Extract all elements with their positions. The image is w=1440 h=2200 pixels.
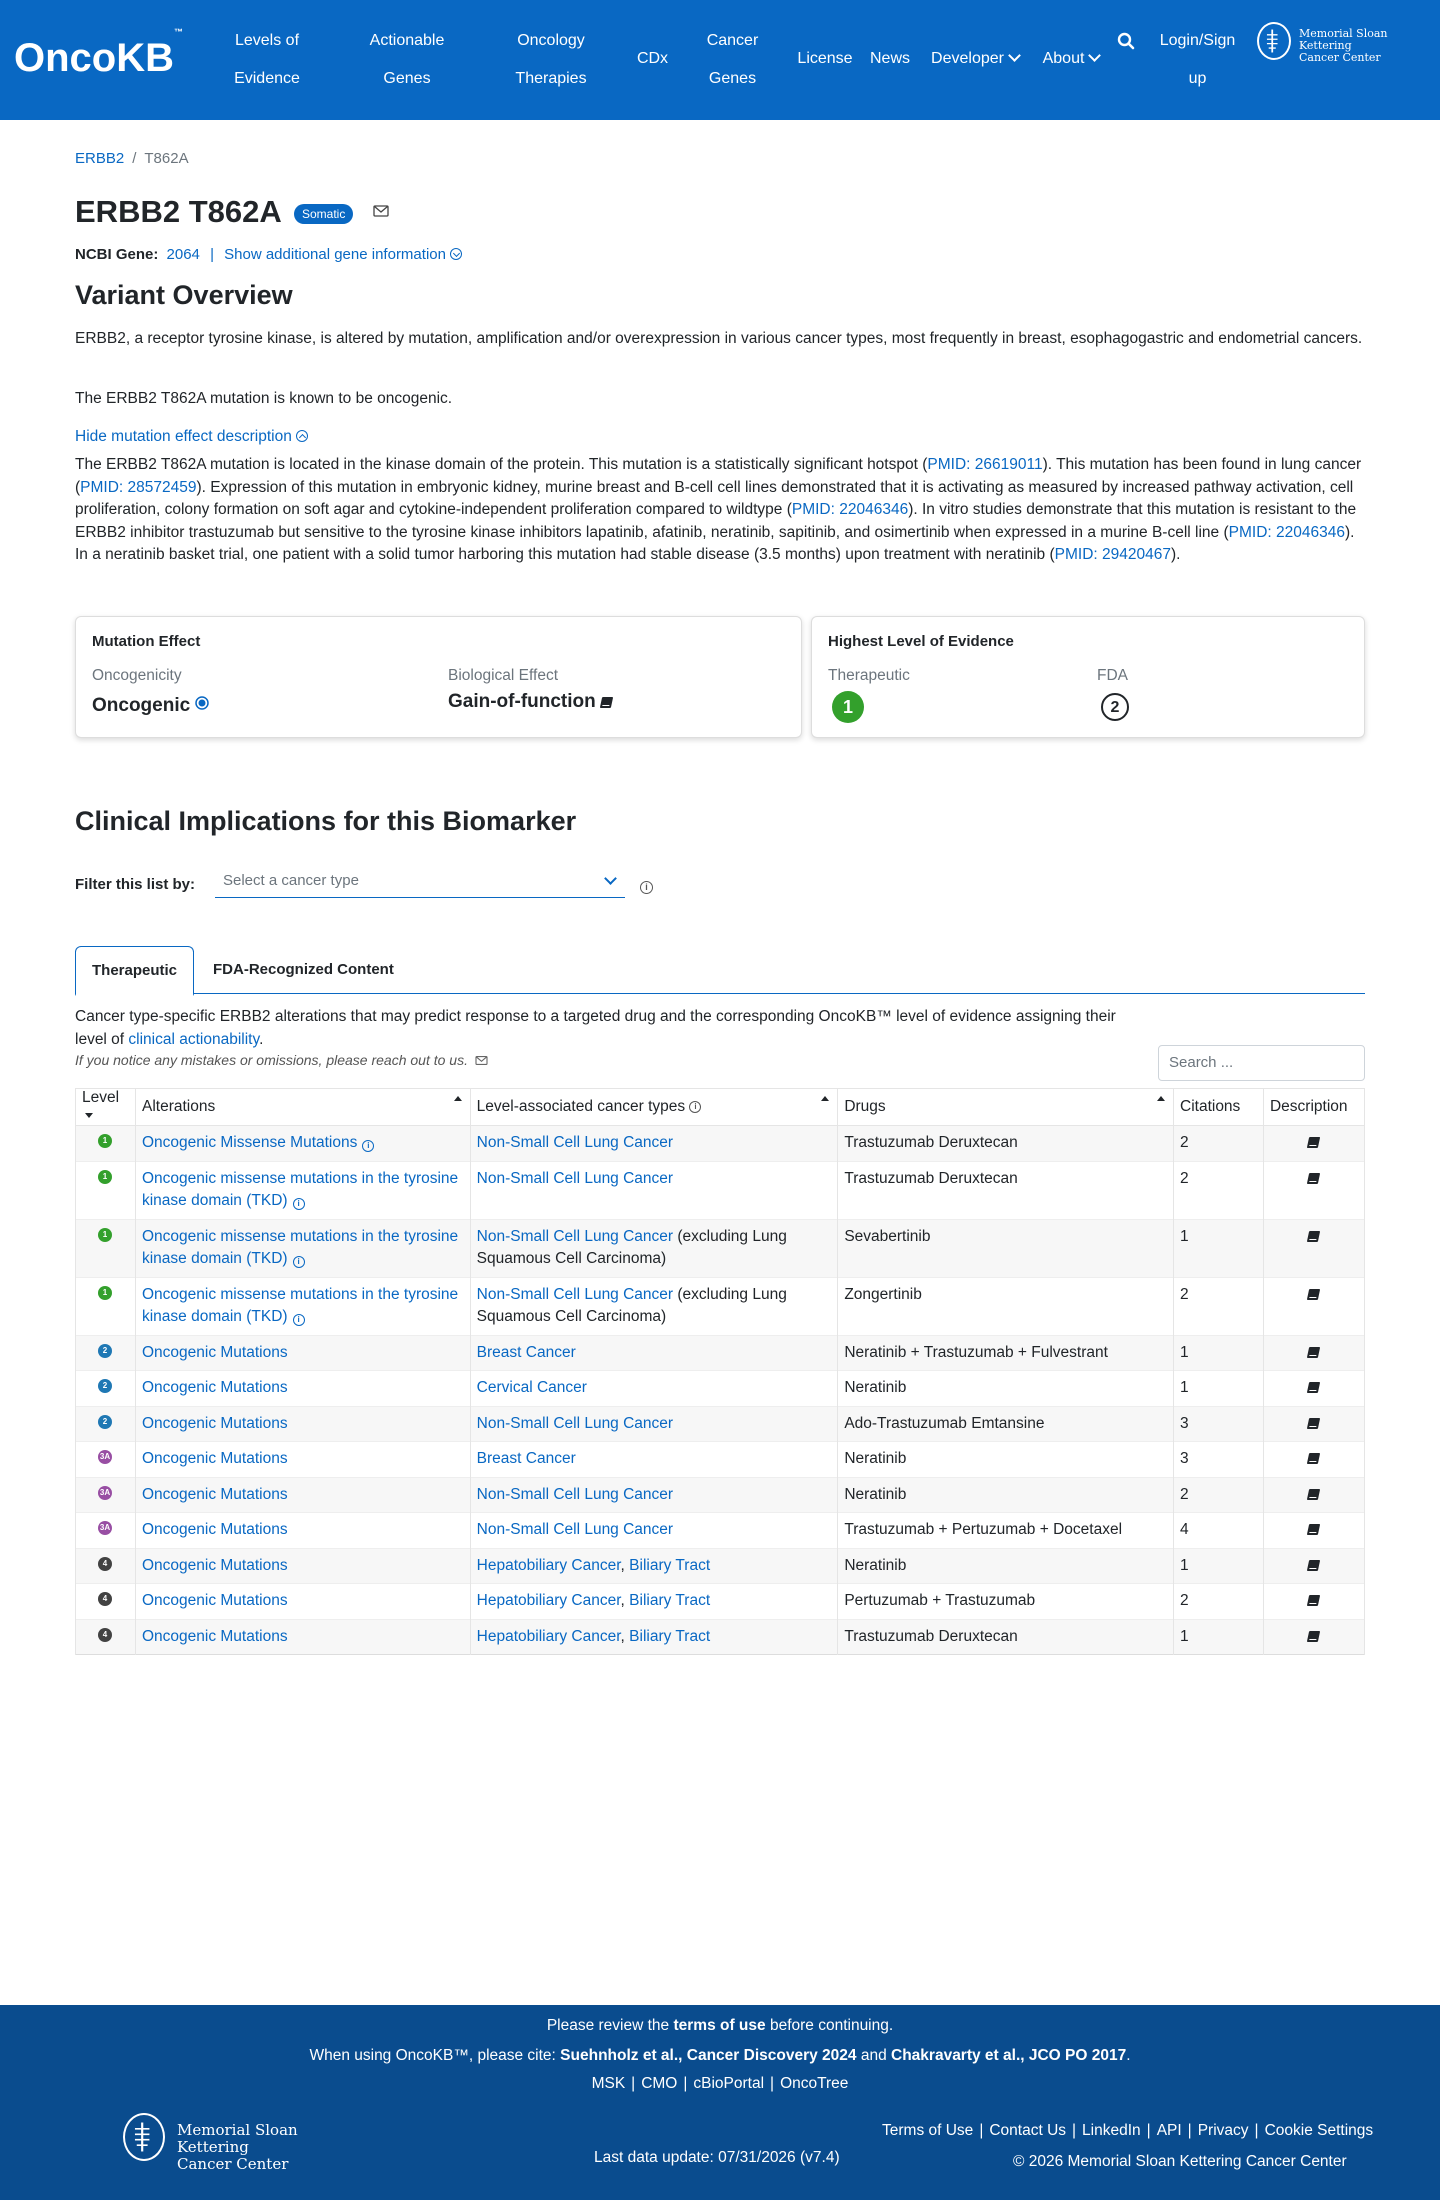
cancer-type-cell — [470, 1219, 838, 1277]
last-data-update: Last data update: 07/31/2026 (v7.4) — [594, 2149, 840, 2166]
book-icon[interactable] — [1307, 1347, 1320, 1358]
therapeutic-level-badge[interactable]: 1 — [832, 691, 864, 723]
alteration-link[interactable]: Oncogenic Mutations — [141, 1556, 288, 1574]
cancer-type-select[interactable]: Select a cancer type — [215, 864, 625, 898]
cancer-type-cell — [470, 1442, 838, 1478]
level-badge[interactable]: 4 — [98, 1592, 112, 1606]
nav-cancer-genes[interactable]: Cancer Genes — [706, 32, 759, 87]
table-row — [76, 1406, 1365, 1442]
level-cell — [76, 1619, 136, 1655]
cancer-type-link[interactable]: Cervical Cancer — [476, 1379, 587, 1396]
alteration-cell — [135, 1477, 470, 1513]
info-icon[interactable]: i — [293, 1314, 305, 1326]
column-header-citations[interactable]: Citations — [1174, 1089, 1264, 1126]
clinical-implications-heading: Clinical Implications for this Biomarker — [75, 806, 577, 836]
somatic-badge: Somatic — [294, 204, 353, 224]
cancer-type-link[interactable]: Breast Cancer — [476, 1343, 576, 1361]
mutation-effect-description: The ERBB2 T862A mutation is located in the kinase domain of the protein. This mutation is a statistically significant hotspot (PMID: 26619011). This mutation has been found in lung cancer (PMID: 28572459). Expression of this mutation in embryonic kidney, murine breast and B-cell cell lines demonstrated that it is activating as measured by increased pathway activation, cell proliferation, colony formation on soft agar and cytokine-independent proliferation compared to wildtype (PMID: 22046346). In vitro studies demonstrate that this mutation is resistant to the ERBB2 inhibitor trastuzumab but sensitive to the tyrosine kinase inhibitors lapatinib, afatinib, neratinib, sapitinib, and osimertinib when expressed in a murine B-cell line (PMID: 22046346). In a neratinib basket trial, one patient with a solid tumor harboring this mutation had stable disease (3.5 months) upon treatment with neratinib (PMID: 29420467). — [75, 456, 1362, 563]
cancer-type-cell: Hepatobiliary Cancer, Biliary Tract — [470, 1548, 838, 1584]
highest-level-heading: Highest Level of Evidence — [828, 633, 1014, 650]
level-cell — [76, 1371, 136, 1407]
book-icon[interactable] — [1307, 1231, 1320, 1242]
footer-link-cbioportal[interactable]: cBioPortal — [693, 2075, 765, 2092]
level-badge[interactable]: 4 — [98, 1628, 112, 1642]
citations-cell[interactable]: 2 — [1174, 1161, 1264, 1219]
drugs-cell: Neratinib — [838, 1548, 1174, 1584]
cancer-type-link[interactable]: Non-Small Cell Lung Cancer — [476, 1285, 674, 1303]
table-row — [76, 1335, 1365, 1371]
description-cell — [1263, 1219, 1364, 1277]
alteration-link[interactable]: Oncogenic missense mutations in the tyrosine kinase domain (TKD) — [141, 1169, 459, 1209]
cancer-type-link[interactable]: Biliary Tract — [629, 1592, 711, 1609]
cancer-type-qualifier: (excluding Lung Squamous Cell Carcinoma) — [476, 1227, 787, 1267]
cancer-type-cell — [470, 1161, 838, 1219]
cancer-type-link[interactable]: Non-Small Cell Lung Cancer — [476, 1414, 674, 1432]
description-cell — [1263, 1584, 1364, 1620]
table-row — [76, 1161, 1365, 1219]
citations-cell[interactable]: 3 — [1174, 1406, 1264, 1442]
cancer-type-link[interactable]: Biliary Tract — [629, 1556, 711, 1574]
clinical-actionability-link[interactable]: clinical actionability — [128, 1030, 260, 1048]
book-icon[interactable] — [1307, 1289, 1320, 1300]
cancer-type-cell: Hepatobiliary Cancer, Biliary Tract — [470, 1619, 838, 1655]
table-body — [76, 1126, 1365, 1655]
description-cell — [1263, 1477, 1364, 1513]
alteration-cell — [135, 1406, 470, 1442]
table-row — [76, 1619, 1365, 1655]
fda-label: FDA — [1097, 667, 1128, 684]
level-badge[interactable]: 2 — [98, 1344, 112, 1358]
cancer-type-link[interactable]: Biliary Tract — [629, 1627, 711, 1645]
footer-link-contact[interactable]: Contact Us — [989, 2122, 1067, 2139]
column-header-alterations[interactable]: Alterations — [135, 1089, 470, 1126]
biological-effect-value: Gain-of-function — [448, 691, 612, 713]
cancer-type-cell: Hepatobiliary Cancer, Biliary Tract — [470, 1584, 838, 1620]
alteration-link[interactable]: Oncogenic Mutations — [141, 1414, 288, 1432]
book-icon[interactable] — [600, 697, 613, 708]
pmid-link[interactable]: PMID: 22046346 — [791, 501, 909, 518]
pmid-link[interactable]: PMID: 29420467 — [1054, 546, 1171, 563]
level-cell — [76, 1335, 136, 1371]
table-row — [76, 1219, 1365, 1277]
cancer-type-link[interactable]: Breast Cancer — [476, 1450, 576, 1467]
footer-link-cmo[interactable]: CMO — [641, 2075, 678, 2092]
description-cell — [1263, 1161, 1364, 1219]
cancer-type-link[interactable]: Non-Small Cell Lung Cancer — [476, 1227, 674, 1245]
cancer-type-link[interactable]: Non-Small Cell Lung Cancer — [476, 1485, 674, 1503]
page-title: ERBB2 T862A — [75, 194, 282, 229]
table-row — [76, 1584, 1365, 1620]
citation-link[interactable]: Chakravarty et al., JCO PO 2017 — [891, 2047, 1127, 2064]
ncbi-gene-line — [75, 246, 462, 263]
alteration-link[interactable]: Oncogenic Mutations — [141, 1627, 288, 1645]
ncbi-gene-label: NCBI Gene: — [75, 246, 159, 263]
alteration-cell — [135, 1371, 470, 1407]
column-header-description: Description — [1263, 1089, 1364, 1126]
table-row — [76, 1442, 1365, 1478]
level-cell — [76, 1584, 136, 1620]
level-cell — [76, 1477, 136, 1513]
book-icon[interactable] — [1307, 1489, 1320, 1500]
column-header-level[interactable]: Level — [76, 1089, 136, 1126]
pmid-link[interactable]: PMID: 22046346 — [1228, 523, 1345, 541]
chevron-down-icon — [604, 872, 617, 885]
cancer-type-cell — [470, 1477, 838, 1513]
nav-login-signup[interactable]: Login/Sign up — [1159, 32, 1236, 87]
level-badge[interactable]: 1 — [98, 1170, 112, 1184]
level-badge[interactable]: 3A — [98, 1450, 112, 1464]
cancer-type-cell — [470, 1406, 838, 1442]
cancer-type-cell — [470, 1126, 838, 1162]
fda-level-badge[interactable]: 2 — [1101, 693, 1129, 721]
tab-fda-recognized-content[interactable]: FDA-Recognized Content — [213, 961, 394, 978]
oncogenicity-label: Oncogenicity — [92, 667, 182, 684]
citations-cell[interactable]: 1 — [1174, 1619, 1264, 1655]
drugs-cell: Trastuzumab Deruxtecan — [838, 1161, 1174, 1219]
alteration-cell — [135, 1619, 470, 1655]
nav-developer-dropdown[interactable]: Developer — [926, 40, 1024, 78]
citations-cell[interactable]: 3 — [1174, 1442, 1264, 1478]
mail-icon[interactable] — [475, 1055, 488, 1066]
cancer-type-link[interactable]: Non-Small Cell Lung Cancer — [476, 1134, 674, 1151]
alteration-cell — [135, 1442, 470, 1478]
citations-cell[interactable]: 2 — [1174, 1584, 1264, 1620]
drugs-cell: Sevabertinib — [838, 1219, 1174, 1277]
description-cell — [1263, 1406, 1364, 1442]
description-cell — [1263, 1371, 1364, 1407]
footer-terms-line: Please review the terms of use before continuing. — [546, 2017, 894, 2034]
toggle-mutation-description[interactable]: Hide mutation effect description — [75, 426, 1365, 449]
mail-icon[interactable] — [373, 204, 389, 218]
info-icon[interactable]: i — [293, 1256, 305, 1268]
chevron-up-circle-icon — [296, 430, 308, 442]
terms-of-use-link[interactable]: terms of use — [673, 2017, 766, 2034]
alteration-link[interactable]: Oncogenic Mutations — [141, 1521, 288, 1538]
alteration-link[interactable]: Oncogenic Mutations — [141, 1592, 288, 1609]
citations-cell[interactable]: 1 — [1174, 1371, 1264, 1407]
description-cell — [1263, 1126, 1364, 1162]
show-gene-info-link[interactable]: Show additional gene information — [224, 246, 462, 263]
nav-oncology-therapies[interactable]: Oncology Therapies — [515, 32, 587, 87]
cancer-type-link[interactable]: Hepatobiliary Cancer — [476, 1592, 621, 1609]
footer-msk-logo[interactable]: Memorial Sloan Kettering Cancer Center — [123, 2113, 373, 2163]
nav-actionable-genes[interactable]: Actionable Genes — [369, 32, 445, 87]
oncogenicity-value: Oncogenic — [92, 695, 209, 717]
nav-cdx[interactable]: CDx — [636, 50, 669, 67]
citations-cell[interactable]: 1 — [1174, 1335, 1264, 1371]
table-row — [76, 1126, 1365, 1162]
gene-summary: ERBB2, a receptor tyrosine kinase, is altered by mutation, amplification and/or overexpression in various cancer types, most frequently in breast, esophagogastric and endometrial cancers. — [75, 330, 1363, 347]
cancer-type-cell — [470, 1277, 838, 1335]
description-cell — [1263, 1513, 1364, 1549]
level-cell — [76, 1277, 136, 1335]
cancer-type-link[interactable]: Non-Small Cell Lung Cancer — [476, 1169, 674, 1187]
drugs-cell: Neratinib — [838, 1477, 1174, 1513]
citations-cell[interactable]: 1 — [1174, 1548, 1264, 1584]
chevron-down-circle-icon — [450, 248, 462, 260]
footer-right-links: Terms of Use | Contact Us | LinkedIn | API | Privacy | Cookie Settings — [882, 2122, 1374, 2139]
book-icon[interactable] — [1307, 1524, 1320, 1535]
drugs-cell: Ado-Trastuzumab Emtansine — [838, 1406, 1174, 1442]
alteration-cell — [135, 1513, 470, 1549]
book-icon[interactable] — [1307, 1173, 1320, 1184]
alteration-link[interactable]: Oncogenic Mutations — [141, 1379, 288, 1396]
alteration-link[interactable]: Oncogenic Mutations — [141, 1485, 288, 1503]
footer-link-linkedin[interactable]: LinkedIn — [1082, 2122, 1141, 2139]
level-cell — [76, 1406, 136, 1442]
footer-cite-line: When using OncoKB™, please cite: Suehnholz et al., Cancer Discovery 2024 and Chakravarty et al., JCO PO 2017. — [309, 2047, 1131, 2064]
alteration-link[interactable]: Oncogenic missense mutations in the tyrosine kinase domain (TKD) — [141, 1285, 459, 1325]
nav-license[interactable]: License — [797, 50, 853, 67]
cancer-type-qualifier: (excluding Lung Squamous Cell Carcinoma) — [476, 1285, 787, 1325]
alteration-cell — [135, 1584, 470, 1620]
column-header-drugs[interactable]: Drugs — [838, 1089, 1174, 1126]
msk-logo[interactable]: Memorial Sloan Kettering Cancer Center — [1257, 22, 1432, 62]
info-icon[interactable]: i — [689, 1101, 701, 1113]
table-search-input[interactable]: Search ... — [1158, 1045, 1365, 1081]
table-row — [76, 1477, 1365, 1513]
ncbi-gene-id-link[interactable]: 2064 — [166, 246, 200, 263]
citations-cell[interactable]: 2 — [1174, 1126, 1264, 1162]
alteration-cell — [135, 1335, 470, 1371]
table-row — [76, 1548, 1365, 1584]
book-icon[interactable] — [1307, 1631, 1320, 1642]
citations-cell[interactable]: 4 — [1174, 1513, 1264, 1549]
pmid-link[interactable]: PMID: 28572459 — [80, 478, 197, 496]
therapeutic-label: Therapeutic — [828, 667, 910, 684]
cancer-type-link[interactable]: Non-Small Cell Lung Cancer — [476, 1521, 674, 1538]
info-icon[interactable]: i — [640, 881, 653, 894]
description-cell — [1263, 1335, 1364, 1371]
mutation-effect-card — [75, 616, 802, 738]
breadcrumb — [75, 150, 189, 167]
oncokb-logo[interactable]: OncoKB™ — [14, 26, 183, 80]
citations-cell[interactable]: 2 — [1174, 1277, 1264, 1335]
alteration-link[interactable]: Oncogenic Missense Mutations — [141, 1134, 358, 1151]
drugs-cell: Pertuzumab + Trastuzumab — [838, 1584, 1174, 1620]
cancer-type-link[interactable]: Hepatobiliary Cancer — [476, 1627, 621, 1645]
book-icon[interactable] — [1307, 1382, 1320, 1393]
citations-cell[interactable]: 1 — [1174, 1219, 1264, 1277]
biological-effect-label: Biological Effect — [448, 667, 558, 684]
citation-link[interactable]: Suehnholz et al., Cancer Discovery 2024 — [560, 2047, 857, 2064]
alteration-link[interactable]: Oncogenic missense mutations in the tyrosine kinase domain (TKD) — [141, 1227, 459, 1267]
footer-center-links: MSK | CMO | cBioPortal | OncoTree — [591, 2075, 849, 2092]
book-icon[interactable] — [1307, 1137, 1320, 1148]
footer-link-cookie-settings[interactable]: Cookie Settings — [1264, 2122, 1374, 2139]
level-badge[interactable]: 2 — [98, 1379, 112, 1393]
search-icon[interactable] — [1117, 32, 1135, 50]
feedback-note: If you notice any mistakes or omissions, please reach out to us. — [75, 1052, 488, 1068]
alteration-cell — [135, 1277, 470, 1335]
drugs-cell: Trastuzumab Deruxtecan — [838, 1619, 1174, 1655]
citations-cell[interactable]: 2 — [1174, 1477, 1264, 1513]
book-icon[interactable] — [1307, 1453, 1320, 1464]
level-cell — [76, 1161, 136, 1219]
alteration-cell — [135, 1161, 470, 1219]
drugs-cell: Trastuzumab + Pertuzumab + Docetaxel — [838, 1513, 1174, 1549]
nav-news[interactable]: News — [869, 50, 910, 67]
alteration-cell — [135, 1126, 470, 1162]
footer-link-msk[interactable]: MSK — [591, 2075, 626, 2092]
book-icon[interactable] — [1307, 1418, 1320, 1429]
clinical-tabs — [75, 946, 1365, 994]
level-badge[interactable]: 4 — [98, 1557, 112, 1571]
table-row — [76, 1277, 1365, 1335]
ncbi-separator: | — [210, 246, 214, 263]
cancer-type-link[interactable]: Hepatobiliary Cancer — [476, 1556, 621, 1574]
description-cell — [1263, 1442, 1364, 1478]
info-icon[interactable]: i — [293, 1198, 305, 1210]
drugs-cell: Neratinib + Trastuzumab + Fulvestrant — [838, 1335, 1174, 1371]
tab-therapeutic[interactable]: Therapeutic — [75, 946, 194, 996]
copyright: © 2026 Memorial Sloan Kettering Cancer Center — [1013, 2153, 1347, 2170]
level-badge[interactable]: 2 — [98, 1415, 112, 1429]
cancer-type-cell — [470, 1371, 838, 1407]
level-cell — [76, 1219, 136, 1277]
book-icon[interactable] — [1307, 1595, 1320, 1606]
oncogenic-indicator-icon — [195, 696, 209, 710]
level-badge[interactable]: 1 — [98, 1134, 112, 1148]
alteration-cell — [135, 1219, 470, 1277]
column-header-cancer-types[interactable]: Level-associated cancer types i — [470, 1089, 838, 1126]
breadcrumb-separator: / — [132, 150, 137, 167]
therapeutic-description: Cancer type-specific ERBB2 alterations that may predict response to a targeted drug and the corresponding OncoKB™ level of evidence assigning their level of clinical actionability. — [75, 1008, 1116, 1048]
alteration-link[interactable]: Oncogenic Mutations — [141, 1343, 288, 1361]
msk-emblem-icon — [123, 2113, 165, 2161]
drugs-cell: Neratinib — [838, 1371, 1174, 1407]
alteration-cell — [135, 1548, 470, 1584]
highest-level-card — [811, 616, 1365, 738]
level-cell — [76, 1548, 136, 1584]
nav-levels-of-evidence[interactable]: Levels of Evidence — [234, 32, 300, 87]
clinical-implications-table — [75, 1088, 1365, 1655]
description-cell — [1263, 1619, 1364, 1655]
drugs-cell: Zongertinib — [838, 1277, 1174, 1335]
level-cell — [76, 1126, 136, 1162]
breadcrumb-gene-link[interactable]: ERBB2 — [75, 150, 125, 167]
footer-link-terms[interactable]: Terms of Use — [882, 2122, 974, 2139]
book-icon[interactable] — [1307, 1560, 1320, 1571]
alteration-link[interactable]: Oncogenic Mutations — [141, 1450, 288, 1467]
filter-label: Filter this list by: — [75, 876, 196, 893]
footer-link-oncotree[interactable]: OncoTree — [780, 2075, 849, 2092]
pmid-link[interactable]: PMID: 26619011 — [927, 456, 1043, 473]
nav-about-dropdown[interactable]: About — [1036, 40, 1106, 78]
table-row — [76, 1371, 1365, 1407]
variant-overview-heading: Variant Overview — [75, 280, 293, 310]
level-cell — [76, 1513, 136, 1549]
breadcrumb-variant: T862A — [144, 150, 189, 167]
top-navbar — [0, 0, 1440, 120]
level-badge[interactable]: 1 — [98, 1228, 112, 1242]
info-icon[interactable]: i — [362, 1140, 374, 1152]
msk-emblem-icon — [1257, 22, 1291, 60]
mutation-effect-heading: Mutation Effect — [92, 633, 201, 650]
footer-link-api[interactable]: API — [1156, 2122, 1182, 2139]
level-badge[interactable]: 3A — [98, 1521, 112, 1535]
description-cell — [1263, 1277, 1364, 1335]
cancer-type-cell — [470, 1513, 838, 1549]
level-badge[interactable]: 1 — [98, 1286, 112, 1300]
level-cell — [76, 1442, 136, 1478]
level-badge[interactable]: 3A — [98, 1486, 112, 1500]
cancer-type-cell — [470, 1335, 838, 1371]
footer-link-privacy[interactable]: Privacy — [1197, 2122, 1249, 2139]
description-cell — [1263, 1548, 1364, 1584]
footer — [0, 2005, 1440, 2200]
variant-summary: The ERBB2 T862A mutation is known to be oncogenic. — [75, 390, 453, 407]
drugs-cell: Trastuzumab Deruxtecan — [838, 1126, 1174, 1162]
drugs-cell: Neratinib — [838, 1442, 1174, 1478]
table-row — [76, 1513, 1365, 1549]
